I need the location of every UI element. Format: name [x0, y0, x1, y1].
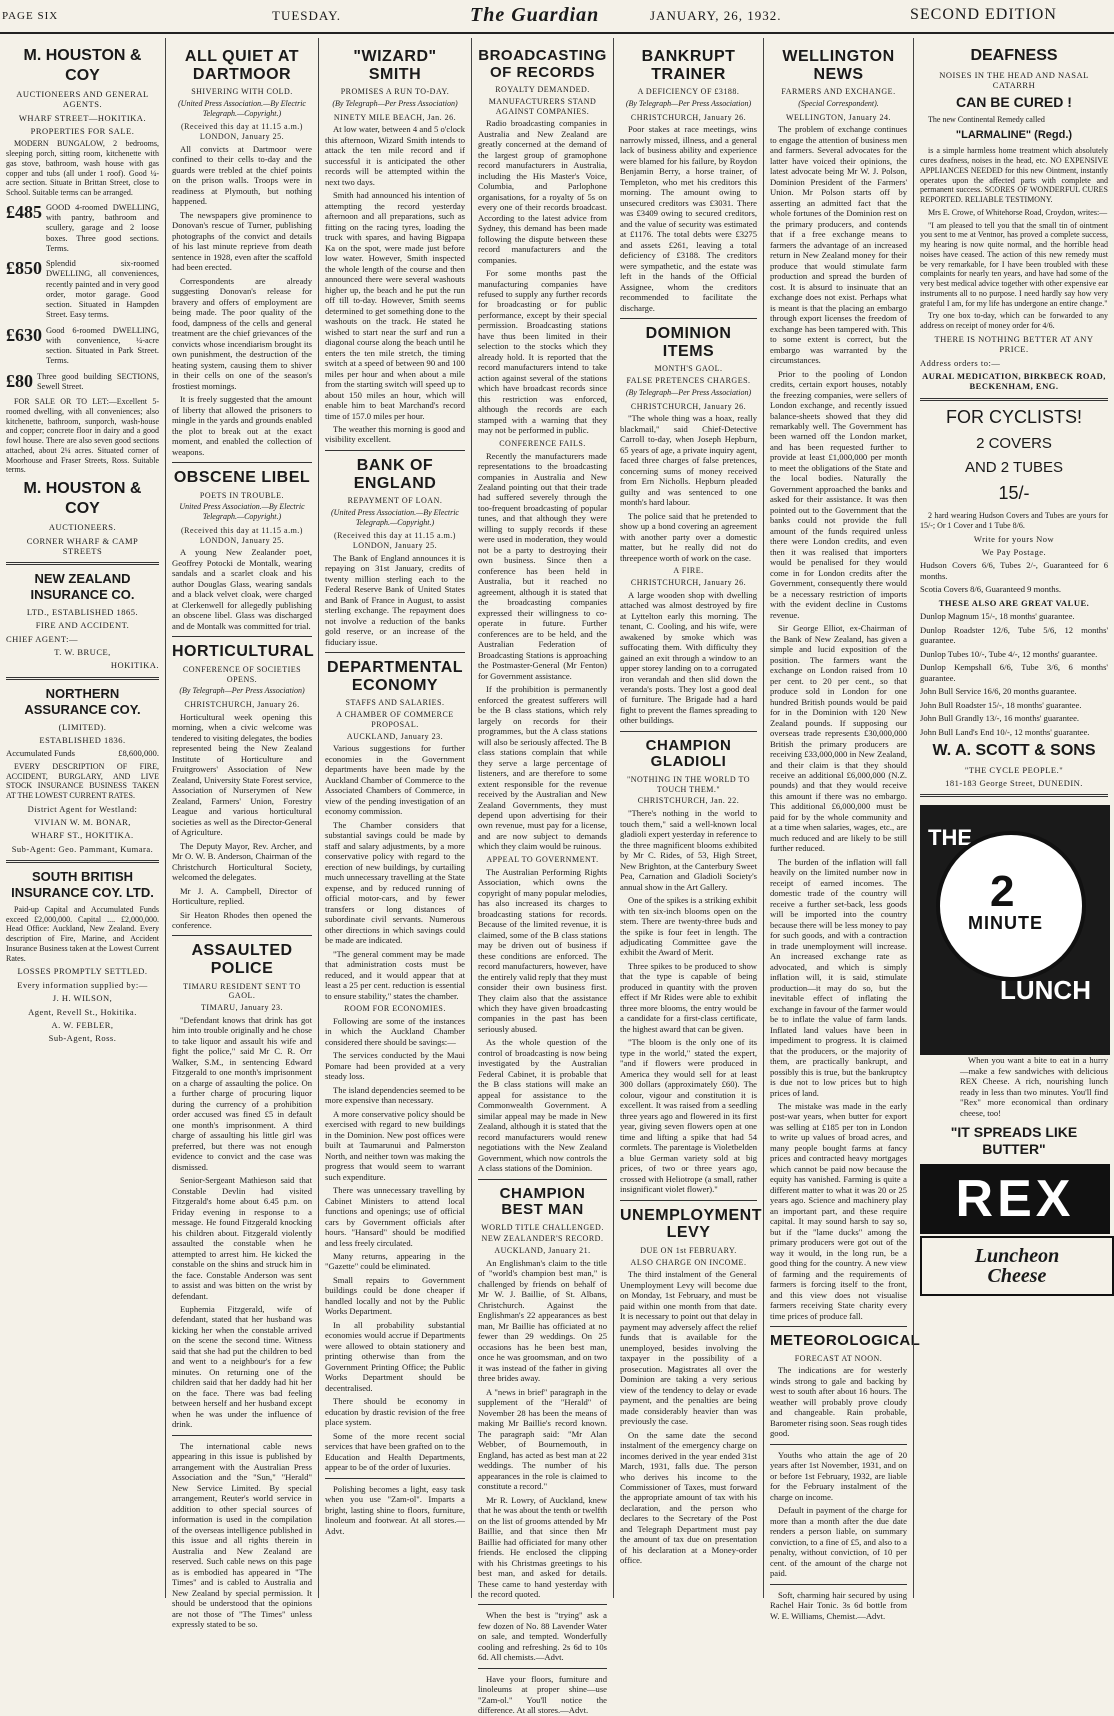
- ad-deafness-cured: CAN BE CURED !: [956, 94, 1072, 111]
- article-paragraph: A "news in brief" paragraph in the supplement of the "Herald" of November 28 has been the means of making Mr Baillie's record known. The paragraph said: "Mr Alan Webber, of Bournemouth, in England, has acted as best man at 22 weddings. The number of his appearances in the role is claimed to constitute a record.": [478, 1386, 607, 1492]
- ad-deafness-address: AURAL MEDICATION, BIRKBECK ROAD, BECKENHAM, ENG.: [922, 371, 1106, 392]
- ad-northern-ltd: (LIMITED).: [58, 721, 107, 732]
- headline-assaulted-police: ASSAULTED POLICE: [191, 942, 293, 978]
- article-paragraph: Youths who attain the age of 20 years after 1st November, 1931, and on or before 1st February, 1932, are liable for the February instalment of the charge on income.: [770, 1449, 907, 1502]
- divider: [478, 1668, 607, 1669]
- article-paragraph: Poor stakes at race meetings, wins narrowly missed, illness, and a general lack of business ability and experience were blamed for his failure, by Roydon Benjamin Berry, a horse trainer, of Templeton, who met his creditors this morning. The amount owing to unsecured creditors was £3031. There was £3409 owing to secured creditors, and the value of security was estimated at £1176. The total debts were £3275 and assets £261, leaving a total deficiency of £3188. The creditors were sympathetic, and the estate was left in the hands of the Official Assignee, whom the creditors recommended to facilitate the discharge.: [620, 124, 757, 313]
- ad-northern-funds-label: Accumulated Funds: [6, 748, 75, 759]
- subhead-room-for-economies: ROOM FOR ECONOMIES.: [344, 1004, 446, 1014]
- article-paragraph: Radio broadcasting companies in Australia and New Zealand are greatly concerned at the demand of the largest group of gramophone record manufacturers in Australia, including the His Master's Voice, Columbia, and Parlophone organisations, for a royalty of 5s on every one of their records broadcast. According to the latest advice from Sydney, this demand has been made following the dispute between these record manufacturers and the companies.: [478, 118, 607, 265]
- subhead-libel: POETS IN TROUBLE.: [199, 490, 285, 500]
- dateline-assaulted-police: TIMARU, January 23.: [201, 1003, 283, 1013]
- subhead-unemployment-levy-2: ALSO CHARGE ON INCOME.: [630, 1257, 747, 1267]
- article-paragraph: The Deputy Mayor, Rev. Archer, and Mr O. W. B. Anderson, Chairman of the Christchurch Horticultural Society, welcomed the delegates.: [172, 840, 312, 883]
- column-4: [471, 38, 613, 1716]
- divider: [620, 318, 757, 319]
- dateline-departmental-economy: AUCKLAND, January 23.: [346, 731, 444, 741]
- ad-houston-address: WHARF STREET—HOKITIKA.: [18, 112, 147, 123]
- article-paragraph: The problem of exchange continues to engage the attention of business men and farmers. Several advocates for the latter have voiced their opinions, the latest advocate being Mr W. J. Polson, Dominion President of the Farmers' Union. Mr Polson starts off by asserting an admitted fact that the whole fortunes of the Dominion rest on the primary producers, and contends that if a free exchange means to farmers the advantage of an increased return in New Zealand money for their produce that would stimulate farm production and spread the burden of cost. It is absurd to insinuate that an exchange does not exist. Perhaps what is meant is that the placing an embargo through export licenses the freedom of exchange has been tampered with. This to some extent is correct, but the embargo was warranted by the circumstances.: [770, 124, 907, 366]
- subhead-assaulted-police: TIMARU RESIDENT SENT TO GAOL.: [183, 981, 301, 1001]
- ad-northern-subagent: Sub-Agent: Geo. Pammant, Kumara.: [11, 843, 154, 854]
- article-paragraph: Senior-Sergeant Mathieson said that Constable Devlin had visited Fitzgerald's home about 6.45 p.m. on Friday evening in response to a message. He found Fitzgerald knocking his children about. Fitzgerald violently assaulted the constable when he attempted to arrest him. He kicked the constable on the shins and struck him in the face. Constable Anderson was sent to assist and was bitten on the wrist by defendant.: [172, 1175, 312, 1301]
- subhead-appeal: APPEAL TO GOVERNMENT.: [486, 854, 599, 864]
- rex-the: THE: [928, 825, 972, 851]
- ad-south-british-losses: LOSSES PROMPTLY SETTLED.: [17, 966, 148, 977]
- article-paragraph: Mr R. Lowry, of Auckland, knew that he was about the tenth or twelfth on the list of grooms attended by Mr Baillie, and that since then Mr Baillie had officiated for many other friends. He enclosed the clipping with his Christmas greetings to his best man, and asked for details. These came to hand yesterday with the record quoted.: [478, 1494, 607, 1599]
- subhead-unemployment-levy: DUE ON 1st FEBRUARY.: [640, 1245, 737, 1255]
- article-paragraph: Sir George Elliot, ex-Chairman of the Bank of New Zealand, has given a simple and lucid exposition of the position. The farmers want the exchange on London raised from 10 per cent. to 20 per cent., so that produce sold in London for one hundred British pounds would be paid for in the Dominion with 120 New Zealand pounds. If supposing our overseas trade represents £30,000,000 British the primary producers are receiving £33,000,000 in New Zealand, and their claim is that they should receive an additional £6,000,000 (N.Z. pounds) and that they would receive this amount if there was no embargo. This additional £6,000,000 must be paid for by the whole community and at a time when salaries, wages, etc., are much reduced and are likely to be still further reduced.: [770, 623, 907, 854]
- article-paragraph: All convicts at Dartmoor were confined to their cells to-day and the guards were trebled at the chief points on the prison walls. Troops were in readiness at Plymouth, but nothing happened.: [172, 143, 312, 207]
- column-ads: [913, 38, 1114, 1598]
- headline-departmental-economy: DEPARTMENTAL ECONOMY: [326, 659, 464, 694]
- article-paragraph: The police said that he pretended to show up a bond covering an agreement with another party over a domestic matter, but he really did not do threepence worth of work on the case.: [620, 510, 757, 563]
- ad-cyclists-item: [920, 649, 1108, 659]
- article-paragraph: The newspapers give prominence to Donovan's rescue of Turner, publishing photographs of the convict and details of his last minute reprieve from death sentence in 1928, even after the scaffold had been erected.: [172, 209, 312, 273]
- dateline-fire: CHRISTCHURCH, January 26.: [630, 577, 747, 587]
- article-paragraph: It is freely suggested that the amount of liberty that allowed the prisoners to mingle in the yards and grounds enabled the plot to break out at the exact moment, and enabled the collection of weapons.: [172, 394, 312, 457]
- advert-zamol: Polishing becomes a light, easy task when you use "Zam-ol". Imparts a bright, lasting shine to floors, furniture, linoleum and footwear. At all stores.—Advt.: [325, 1483, 465, 1536]
- headline-champion-best-man: CHAMPION BEST MAN: [499, 1184, 586, 1219]
- column-5: [613, 38, 763, 1598]
- article-paragraph: A young New Zealander poet, Geoffrey Potocki de Montalk, wearing sandals and a scarlet cloak and his author Douglas Glass, wearing sandals and a black velvet cloak, were charged at Clerkenwell for allegedly publishing an obscene libel. Glass was discharged and de Montalk was committed for trial.: [172, 547, 312, 631]
- ad-cyclists-item: [920, 662, 1108, 683]
- ad-cyclists-item: [920, 611, 1108, 621]
- headline-bank-of-england: BANK OF ENGLAND: [353, 456, 437, 492]
- ad-deafness-text-5: Try one box to-day, which can be forwarded to any address on receipt of money order for 4/6.: [920, 311, 1108, 331]
- ad-deafness-product: "LARMALINE" (Regd.): [955, 129, 1073, 142]
- subhead-champion-best-man: WORLD TITLE CHALLENGED.: [481, 1222, 604, 1232]
- ad-northern-funds: [6, 748, 159, 758]
- article-paragraph: There should be economy in education by drastic revision of the free place system.: [325, 1396, 465, 1428]
- headline-unemployment-levy: UNEMPLOYMENT LEVY: [620, 1206, 762, 1242]
- article-paragraph: The Australian Performing Rights Association, which owns the copyright of many popular melodies, has also increased its charges to broadcasting stations for records. Because of the limited revenue, it is claimed, some of the B class stations may be driven out of business if these conditions are enforced. The record manufacturers, however, have the entirely valid reply that they must consider their own business first. They claim also that the assistance which they have given broadcasting companies in the past has been seriously abused.: [478, 866, 607, 1034]
- divider: [770, 1584, 907, 1585]
- ad-nz-insurance-agent: T. W. BRUCE,: [54, 647, 111, 658]
- headline-dartmoor: ALL QUIET AT DARTMOOR: [184, 48, 300, 83]
- article-paragraph: At low water, between 4 and 5 o'clock this afternoon, Wizard Smith intends to attack the ten mile record and if successful it is anticipated the other records will be attempted within the next two days.: [325, 124, 465, 187]
- credit-bank-of-england: (United Press Association.—By Electric Telegraph.—Copyright.): [331, 507, 459, 527]
- ad-cyclists-item: [920, 713, 1108, 723]
- article-paragraph: An Englishman's claim to the title of "world's champion best man," is challenged by friends on behalf of Mr W. J. Baillie, of St. Albans, Christchurch. Against the Englishman's 22 appearances as best man, Mr Baillie has officiated at no fewer than 29 weddings. On 25 occasions has he been best man, once he was groomsman, and on two it was instead of the father in giving three brides away.: [478, 1257, 607, 1384]
- ad-northern-est: ESTABLISHED 1836.: [39, 734, 126, 745]
- masthead: [0, 0, 1114, 34]
- article-paragraph: If the prohibition is permanently enforced the greatest sufferers will be the B class stations, which rely largely on records for their programmes, but the A class stations will also be seriously affected. The B class stations complain that while they serve a large percentage of listeners, and are therefore to some extent responsible for the revenue received by the Australian and New Zealand Governments, they must depend upon advertising for their own revenue, must pay for a license, and are now subject to demands which they claim would be ruinous.: [478, 684, 607, 852]
- subhead-champion-best-man-2: NEW ZEALANDER'S RECORD.: [481, 1234, 604, 1244]
- article-paragraph: On the same date the second instalment of the emergency charge on incomes derived in the year ended 31st March, 1931, falls due. The person who derives his income to the Commissioner of Taxes, must forward the appropriate amount of tax with his declaration, and the person who declares to the Secretary of the Post and Telegraph Department must pay the amount of tax due on presentation of his declaration at a Money-order office.: [620, 1429, 757, 1566]
- ad-deafness-title: DEAFNESS: [970, 47, 1058, 64]
- subhead-departmental-economy: STAFFS AND SALARIES.: [345, 698, 445, 708]
- ad-nz-insurance-town: HOKITIKA.: [110, 660, 159, 671]
- divider: [172, 935, 312, 936]
- dateline-champion-best-man: AUCKLAND, January 21.: [494, 1246, 591, 1256]
- divider: [6, 860, 159, 863]
- ad-northern-agent-label: District Agent for Westland:: [27, 803, 138, 814]
- ad-cyclists-item: [920, 686, 1108, 696]
- subhead-fire: A FIRE.: [673, 566, 704, 576]
- ad-deafness-text-2: is a simple harmless home treatment which absolutely cures deafness, noises in the head, etc. NO EXPENSIVE APPLIANCES NEEDED for this new Ointment, instantly operates upon the affected parts with complete and permanent success. SCORES OF WONDERFUL CURES REPORTED. RELIABLE TESTIMONY.: [920, 146, 1108, 205]
- article-paragraph: Correspondents are already suggesting Donovan's release for bravery and offers of employment are being made. The poor quality of the food, dampness of the cells and general treatment are the chief grievances of the convicts whose incendiarism brought its own punishment, the destruction of the heating system, causing them to shiver in their cells on one of the season's frostiest mornings.: [172, 275, 312, 391]
- listing-3-price: £630: [6, 324, 42, 345]
- divider: [325, 450, 465, 451]
- ad-deafness-text-7: Address orders to:—: [920, 357, 1001, 368]
- divider: [620, 731, 757, 732]
- subhead-broadcasting-2: MANUFACTURERS STAND AGAINST COMPANIES.: [488, 96, 597, 116]
- ad-deafness-text-6: THERE IS NOTHING BETTER AT ANY PRICE.: [934, 333, 1094, 355]
- headline-broadcasting: BROADCASTING OF RECORDS: [478, 47, 607, 81]
- listing-to-let: FOR SALE OR TO LET:—Excellent 5-roomed dwelling, with all conveniences; also kitchenette, bathroom, sunporch, wash-house and copper; concrete floor in dairy and a good fowl house. There are also seven good sections attached, about 2¼ acres. Situated corner of Moorhouse and Fraser Streets, Ross. Suitable terms.: [6, 397, 159, 475]
- ad-deafness-testimonial: "I am pleased to tell you that the small tin of ointment you sent to me at Ventnor, has proved a complete success, my hearing is now quite normal, and the horrible head noises have ceased. The action of this new remedy must be very remarkable, for I have been troubled with these complaints for nearly ten years, and have had some of the very best medical advice together with other expensive ear instruments all to no purpose. I need hardly say how very grateful I am, for my life has undergone an entire change.": [920, 220, 1108, 308]
- divider: [770, 1326, 907, 1327]
- listing-1: [6, 203, 159, 254]
- page-number: PAGE SIX: [2, 10, 59, 22]
- divider: [6, 677, 159, 680]
- article-paragraph: The Chamber considers that substantial savings could be made by staff and salary adjustments, by a more conservative policy with regard to the erection of new buildings, by curtailing much unnecessary travelling at the State expense, and by reduced running of official motor-cars, and by fewer transfers or long distances of subordinate civil servants. Numerous other directions in which savings could be made are indicated.: [325, 819, 465, 946]
- subhead-wellington-news: FARMERS AND EXCHANGE.: [781, 87, 896, 97]
- rex-product-label-2: Cheese: [987, 1265, 1047, 1288]
- ad-northern-funds-value: £8,600,000.: [118, 748, 159, 759]
- ad-houston2-sub: AUCTIONEERS.: [48, 522, 117, 533]
- ad-cyclists-item-name: Dunlop Kempshall 6/6, Tube 3/6, 6 months' guarantee.: [920, 662, 1108, 683]
- advert-hair-tonic: Soft, charming hair secured by using Rachel Hair Tonic. 3s 6d bottle from W. E. Williams, Chemist.—Advt.: [770, 1589, 907, 1621]
- article-paragraph: "The general comment may be made that administration costs must be reduced, and it would appear that at least a 25 per cent. reduction is essential to ensure stability," states the chamber.: [325, 948, 465, 1001]
- listing-2-text: Splendid six-roomed DWELLING, all conveniences, recently painted and in very good order, motor garage. Good section. Situated in Hampden Street. Easy terms.: [46, 259, 159, 320]
- ad-scott-sub: "THE CYCLE PEOPLE.": [964, 764, 1064, 775]
- column-2: [165, 38, 318, 1630]
- subhead-meteorological: FORECAST AT NOON.: [794, 1353, 883, 1363]
- ad-cyclists-item-name: Dunlop Tubes 10/-, Tube 4/-, 12 months' guarantee.: [920, 648, 1098, 659]
- headline-dominion-items: DOMINION ITEMS: [645, 325, 732, 360]
- ad-deafness-text-1: The new Continental Remedy called: [928, 115, 1045, 125]
- article-paragraph: Smith had announced his intention of attempting the record yesterday afternoon and all preparations, such as fitting on the racing tyres, loading the truck with spares, and having Bigpapa Ka on the spot, were made just before low water. However, Smith inspected the whole length of the course and then announced there were several washouts higher up, the beach and he put the run off till to-day. However, Smith seems determined to get something done to the washouts on the track. He stated he wished to start near the surf and run a diagonal course along the beach until he enters the ten mile stretch, the timing switch at a speed of between 90 and 100 miles per hour and when about a mile from the starting switch will speed up to about 150 miles an hour, which will enable him to beat Marchand's record time of 157.0 miles per hour.: [325, 190, 465, 421]
- dateline-dominion-items: CHRISTCHURCH, January 26.: [630, 401, 747, 411]
- dateline-wizard-smith: NINETY MILE BEACH, Jan. 26.: [333, 112, 457, 122]
- article-paragraph: The services conducted by the Maui Pomare had been provided at a very steady loss.: [325, 1050, 465, 1082]
- masthead-date: JANUARY, 26, 1932.: [650, 8, 782, 23]
- article-paragraph: For some months past the manufacturing companies have refused to supply any further records for broadcasting or for public performance, except by their special permission. Broadcasting stations have thus been limited in their selection to the stocks which they already hold. It is reported that the record manufacturers intend to take action against several of the stations which have broadcast records since this restriction was enforced, although the records are each stamped with a warning that they may not be performed in public.: [478, 268, 607, 436]
- subhead-horticultural: CONFERENCE OF SOCIETIES OPENS.: [182, 664, 302, 684]
- headline-wizard-smith: "WIZARD" SMITH: [353, 48, 437, 83]
- ad-cyclists-line1: 2 COVERS: [976, 434, 1052, 452]
- subhead-dominion-items: MONTH'S GAOL.: [654, 364, 723, 374]
- article-paragraph: The weather this morning is good and visibility excellent.: [325, 424, 465, 445]
- ad-cyclists-item: [920, 700, 1108, 710]
- ad-cyclists-item-name: Hudson Covers 6/6, Tubes 2/-, Guaranteed for 6 months.: [920, 560, 1108, 581]
- rex-logo: REX: [920, 1164, 1110, 1234]
- ad-south-british-text: Paid-up Capital and Accumulated Funds exceed £2,000,000. Capital .... £2,000,000. Head Office: Auckland, New Zealand. Every description of Fire, Marine, and Accident Insurance Business taken at the Lowest Current Rates.: [6, 904, 159, 963]
- divider: [172, 462, 312, 463]
- ad-houston-sub: AUCTIONEERS AND GENERAL AGENTS.: [16, 89, 149, 110]
- listing-3: [6, 326, 159, 367]
- article-paragraph: "Defendant knows that drink has got him into trouble originally and he chose to take liquor and assault his wife and fight the police," said Mr C. R. Orr Walker, S.M., in sentencing Edward Fitzgerald to one month's imprisonment on a charge of assaulting the police. On a further charge of procuring liquor during the currency of a prohibition order accused was fined £5 in default one month's imprisonment. A third charge of assaulting his little girl was preferred, but there was not enough evidence to convict and the case was dismissed.: [172, 1014, 312, 1172]
- divider: [770, 1444, 907, 1445]
- article-paragraph: In all probability substantial economies would accrue if Departments were allowed to obtain stationery and printing otherwise than from the Government Printing Office; the Public Works Department should be decentralised.: [325, 1319, 465, 1393]
- article-paragraph: The indications are for westerly winds strong to gale and backing by west to south after about 16 hours. The weather will probably prove cloudy and changeable. Rain probable, Barometer rising soon. Seas rough tides good.: [770, 1365, 908, 1439]
- article-paragraph: Sir Heaton Rhodes then opened the conference.: [172, 909, 312, 930]
- ad-cyclists-item: [920, 584, 1108, 594]
- subhead-departmental-economy-2: A CHAMBER OF COMMERCE PROPOSAL.: [336, 710, 454, 729]
- headline-wellington-news: WELLINGTON NEWS: [782, 48, 895, 83]
- ad-cyclists-item-name: John Bull Land's End 10/-, 12 months' guarantee.: [920, 726, 1090, 737]
- article-paragraph: The Bank of England announces it is repaying on 31st January, credits of twenty million sterling each to the Federal Reserve Bank of United States and Bank of France in August, to assist sterling exchange. The repayment does not involve a reduction of the banks gold reserve, or an increase of the fiduciary issue.: [325, 552, 465, 647]
- credit-dominion-items: (By Telegraph—Per Press Association): [625, 387, 752, 397]
- ad-nz-insurance-est: LTD., ESTABLISHED 1865.: [26, 607, 139, 618]
- article-paragraph: The third instalment of the General Unemployment Levy will become due on Monday, 1st February, and must be paid within one month from that date. It is necessary to point out that delay in payment may adversely affect the relief funds that is available for the unemployed, besides involving the taxpayer in the possibility of a prosecution. Magistrates all over the Dominion are taking a very serious view of the tendency to delay or evade payment, and the penalties are being made considerably heavier than was previously the case.: [620, 1269, 757, 1427]
- ad-deafness-sub: NOISES IN THE HEAD AND NASAL CATARRH: [939, 69, 1089, 90]
- ad-northern-title: NORTHERN ASSURANCE COY.: [24, 685, 141, 717]
- subhead-dartmoor: SHIVERING WITH COLD.: [191, 87, 293, 97]
- ad-scott-address: 181-183 George Street, DUNEDIN.: [945, 778, 1083, 789]
- divider: [620, 1200, 757, 1201]
- rex-clock-illustration: [920, 805, 1110, 1055]
- ad-scott-title: W. A. SCOTT & SONS: [932, 742, 1096, 760]
- ad-houston2-title: M. HOUSTON & COY: [23, 480, 142, 517]
- dateline-libel: (Received this day at 11.15 a.m.) LONDON, January 25.: [181, 525, 303, 545]
- ad-south-british-info: Every information supplied by:—: [17, 979, 148, 990]
- article-paragraph: One of the spikes is a striking exhibit with ten six-inch blooms open on the stem. There are twenty-three buds and the spike is four feet in length. The adjudicating Committee gave the exhibit the Award of Merit.: [620, 895, 757, 958]
- subhead-wizard-smith: PROMISES A RUN TO-DAY.: [340, 87, 450, 97]
- column-classifieds: [0, 38, 165, 1598]
- dateline-wellington-news: WELLINGTON, January 24.: [785, 112, 892, 122]
- article-paragraph: The mistake was made in the early post-war years, when butter for export was selling at £185 per ton in London to write up values of broad acres, and many people bought farms at fancy prices and contracted heavy mortgages which cannot be paid now because the equity has vanished. Farming is quite a different matter to what it was 20 or 25 years ago. Science and machinery play an important part, and these require capital. It may sound harsh to say so, but if the "lame ducks" among the primary producers were got out of the way it would, in the long run, be a good thing for the country. A new view of farming and the requirements of farmers is forcing itself to the front, and this view does not visualise farmers receiving State charity every time prices of produce fall.: [770, 1101, 907, 1321]
- advert-lavender: When the best is "trying" ask a few dozen of No. 88 Lavender Water on sale, and tempted. Wonderfully cooling and refreshing. 2s 6d to 10s 6d. All chemists.—Advt.: [478, 1610, 607, 1663]
- credit-dartmoor: (United Press Association.—By Electric Telegraph.—Copyright.): [178, 98, 306, 118]
- article-paragraph: Small repairs to Government buildings could be done cheaper if handled locally and not by the Public Works Department.: [325, 1274, 465, 1317]
- article-paragraph: Many returns, appearing in the "Gazette" could be eliminated.: [325, 1251, 465, 1272]
- ad-cyclists-item-name: Dunlop Magnum 15/-, 18 months' guarantee.: [920, 611, 1075, 622]
- article-paragraph: A large wooden shop with dwelling attached was almost destroyed by fire at Lyttelton early this morning. The tenant, C. Cooling, and his wife, were awakened by smoke which was suffocating them. With difficulty they gained an exit through a window to an upper storey landing on to a corrugated iron verandah and then slid down the veranda's posts. They lost a good deal of furniture. The Brigade had a hard fight to prevent the flames spreading to other buildings.: [620, 589, 757, 726]
- dateline-bankrupt-trainer: CHRISTCHURCH, January 26.: [630, 112, 747, 122]
- subhead-bankrupt-trainer: A DEFICIENCY OF £3188.: [637, 87, 740, 97]
- dateline-horticultural: CHRISTCHURCH, January 26.: [184, 700, 300, 710]
- credit-horticultural: (By Telegraph—Per Press Association): [179, 686, 305, 696]
- edition-label: SECOND EDITION: [910, 6, 1057, 23]
- ad-cyclists-text: 2 hard wearing Hudson Covers and Tubes are yours for 15/-; Or 1 Cover and 1 Tube 8/6.: [920, 511, 1108, 531]
- ad-cyclists-item-name: Scotia Covers 8/6, Guaranteed 9 months.: [920, 584, 1062, 595]
- ad-cyclists-price: 15/-: [998, 483, 1030, 504]
- ad-south-british-agent4: Sub-Agent, Ross.: [48, 1033, 117, 1044]
- ad-cyclists-item: [920, 560, 1108, 581]
- divider: [172, 1435, 312, 1436]
- subhead-champion-gladioli: "NOTHING IN THE WORLD TO TOUCH THEM.": [626, 774, 751, 794]
- article-paragraph: Horticultural week opening this morning, when a civic welcome was tendered to visiting delegates, the bodies represented being the New Zealand Institute of Horticulture and Fruitgrowers' Association of New Zealand, University State Forest service, Association of Nurserymen of New Zealand, Farmers' Union, Forestry League and various horticultural societies as well as the Director-General of Agriculture.: [172, 711, 312, 838]
- ad-houston-title: M. HOUSTON & COY: [23, 47, 142, 84]
- ad-cyclists-item-name: John Bull Grandly 13/-, 16 months' guarantee.: [920, 713, 1080, 724]
- newspaper-title: The Guardian: [470, 4, 600, 26]
- divider: [478, 1604, 607, 1605]
- ad-rex-slogan: "IT SPREADS LIKE BUTTER": [950, 1124, 1078, 1158]
- divider: [6, 562, 159, 565]
- ad-cyclists-item: [920, 625, 1108, 646]
- ad-nz-insurance-title: NEW ZEALAND INSURANCE CO.: [30, 571, 135, 603]
- ad-south-british-title: SOUTH BRITISH INSURANCE COY. LTD.: [11, 869, 154, 901]
- article-paragraph: There was unnecessary travelling by Cabinet Ministers to attend local functions and openings; use of official cars by Government officials after hours. "Hansard" should be modified and less freely circulated.: [325, 1185, 465, 1248]
- article-paragraph: Mr J. A. Campbell, Director of Horticulture, replied.: [172, 885, 312, 907]
- headline-libel: OBSCENE LIBEL: [173, 468, 311, 486]
- listing-4-text: Three good building SECTIONS, Sewell Street.: [37, 371, 159, 391]
- advert-zamol-2: Have your floors, furniture and linoleums at proper shine—use "Zam-ol." You'll notice the difference. At all stores.—Advt.: [478, 1673, 607, 1716]
- ad-south-british-agent3: A. W. FEBLER,: [51, 1019, 114, 1030]
- ad-cyclists-title: FOR CYCLISTS!: [945, 406, 1083, 427]
- article-paragraph: As the whole question of the control of broadcasting is now being investigated by the Australian Federal Cabinet, it is probable that the B class stations will make an appeal for assistance to the Commonwealth Government. A similar appeal may be made in New Zealand, although it is stated that the record manufacturers would renew negotiations with the New Zealand Government, which now controls the A class stations of the Dominion.: [478, 1037, 607, 1174]
- subhead-dominion-items-2: FALSE PRETENCES CHARGES.: [626, 376, 751, 386]
- divider: [920, 398, 1108, 401]
- divider: [478, 1179, 607, 1180]
- subhead-conference-fails: CONFERENCE FAILS.: [499, 438, 586, 448]
- article-paragraph: "The whole thing was a hoax, really blackmail," said Chief-Detective Carroll to-day, when Joseph Hepburn, 65 years of age, a private inquiry agent, faced three charges of false pretences, concerning sums of money received from Ern Nicholls. Hepburn pleaded guilty and was sentenced to one month's hard labour.: [620, 413, 757, 508]
- listing-4-price: £80: [6, 370, 33, 391]
- headline-champion-gladioli: CHAMPION GLADIOLI: [645, 736, 732, 771]
- credit-wizard-smith: (By Telegraph—Per Press Association): [332, 98, 458, 108]
- ad-cyclists-item-name: John Bull Service 16/6, 20 months guarantee.: [920, 686, 1077, 697]
- article-paragraph: Euphemia Fitzgerald, wife of defendant, stated that her husband was kicking her when the constable arrived on the scene the second time. Witness said that she had put the children to bed and went to a neighbour's for a few minutes. On returning one of the children said that her daddy had hit her on the face. There was bad feeling between herself and her husband except when he was under the influence of drink.: [172, 1304, 312, 1430]
- article-paragraph: Default in payment of the charge for more than a month after the due date renders a person liable, on summary conviction, to a fine of £5, and also to a penalty, without conviction, of 10 per cent. of the amount of the charge not paid.: [770, 1505, 907, 1579]
- credit-wellington-news: (Special Correspondent).: [798, 98, 879, 108]
- ad-nz-insurance-agent-label: CHIEF AGENT:—: [6, 633, 78, 644]
- listing-3-text: Good 6-roomed DWELLING, with convenience, ¼-acre section. Situated in Park Street. Terms.: [46, 325, 159, 366]
- divider: [172, 636, 312, 637]
- subhead-bank-of-england: REPAYMENT OF LOAN.: [347, 496, 443, 506]
- credit-libel: United Press Association.—By Electric Telegraph.—Copyright.): [179, 502, 305, 522]
- article-paragraph: Recently the manufacturers made representations to the broadcasting companies in Australia and New Zealand pointing out that their trade had suffered severely through the too-frequent broadcasting of popular tunes, and that although they were willing to supply records if these were used in moderation, they would not be a party to destroying their own business. Since then a conference has been held in Australia, but it reached no agreement, although it is stated that the broadcasting companies expressed their willingness to co-operate in future. Further conferences are to be held, and the Australian Federation of Broadcasting Stations is approaching the Postmaster-General (Mr Fenton) for Government assistance.: [478, 450, 607, 681]
- divider: [920, 794, 1108, 797]
- rex-two: 2: [990, 867, 1015, 917]
- listing-bungalow: MODERN BUNGALOW, 2 bedrooms, sleeping porch, sitting room, kitchenette with gas stove, bathroom, wash house with gas copper and tubs (all under 1 roof). Good ¼-acre section. Situate in Brittan Street, close to School. Suitable terms can be arranged.: [6, 139, 159, 198]
- article-paragraph: Various suggestions for further economies in the Government departments have been made by the Auckland Chamber of Commerce to the Associated Chambers of Commerce, in view of the pending investigation of an economy commission.: [325, 743, 465, 817]
- ad-south-british-agent2: Agent, Revell St., Hokitika.: [28, 1006, 137, 1017]
- ad-cyclists-write: Write for yours Now: [973, 533, 1055, 544]
- ad-deafness-text-3: Mrs E. Crowe, of Whitehorse Road, Croydon, writes:—: [928, 207, 1108, 217]
- listing-2: [6, 259, 159, 321]
- ad-northern-text: EVERY DESCRIPTION OF FIRE, ACCIDENT, BURGLARY, AND LIVE STOCK INSURANCE BUSINESS TAKEN AT THE LOWEST CURRENT RATES.: [6, 761, 159, 801]
- article-paragraph: Prior to the pooling of London credits, certain export houses, notably the freezing companies, were sellers of London exchange, and recently issued balance-sheets showed that they did remarkably well. The Government has been warned off the London market, and has been requested further to provide at least £1,000,000 per month to meet the obligations of the State and the local bodies. Naturally the Government approached the banks and asked for their assistance. It was then pointed out to the Government that the banks could not provide the full amount of the funds required unless there were London credits, and even then it was realised that importers would be penalised for they would come in for London credits after the Government, consequently there would be a necessary restriction of imports with the evident decline in Customs revenue.: [770, 368, 907, 620]
- headline-horticultural: HORTICULTURAL: [172, 643, 315, 661]
- ad-northern-address: WHARF ST., HOKITIKA.: [31, 830, 134, 841]
- ad-cyclists-item: [920, 727, 1108, 737]
- rex-minute: MINUTE: [968, 913, 1043, 934]
- column-3: [318, 38, 471, 1598]
- column-6: [763, 38, 921, 1621]
- ad-rex-text: When you want a bite to eat in a hurry—make a few sandwiches with delicious REX Cheese. A rich, nourishing lunch ready in less than two minutes. You'll find "Rex" more economical than ordinary cheese, too!: [960, 1055, 1108, 1118]
- ad-cyclists-item-name: John Bull Roadster 15/-, 18 months' guarantee.: [920, 699, 1082, 710]
- dateline-bank-of-england: (Received this day at 11.15 a.m.) LONDON, January 25.: [334, 531, 456, 551]
- article-paragraph: "The bloom is the only one of its type in the world," stated the expert, "and if flowers were produced in America they would sell for at least 300 dollars (approximately £60). The colour, vigour and constitution it is excellent. It was raised from a seedling three years ago and flowered in its first year, giving seven flowers open at one time and lifting a spike that had 54 cormlets. The parentage is Violetbelden a blue German variety sold at big prices, of two or three years ago, crossed with Heliotrope (a small, rather insignificant violet flower).": [620, 1037, 757, 1195]
- divider: [325, 652, 465, 653]
- ad-northern-agent: VIVIAN W. M. BONAR,: [34, 817, 131, 828]
- dateline-dartmoor: (Received this day at 11.15 a.m.) LONDON, January 25.: [181, 122, 303, 142]
- headline-bankrupt-trainer: BANKRUPT TRAINER: [641, 48, 736, 83]
- dateline-champion-gladioli: CHRISTCHURCH, Jan. 22.: [637, 796, 740, 806]
- rex-lunch: LUNCH: [1000, 975, 1091, 1006]
- article-paragraph: A more conservative policy should be exercised with regard to new buildings in the Dominion. New post offices were built at Taumarunui and Palmerston North, and neither town was making the progress that would seem to warrant such expenditure.: [325, 1108, 465, 1182]
- article-paragraph: The burden of the inflation will fall heavily on the limited number now in receipt of earned incomes. The domestic trade of the country will receive a further set-back, less goods will be imported into the country because there will be less money to pay for such goods, and with a contraction in trade unemployment will increase. An increased exchange rate as advocated, and which is simply inflation will, it is said, stimulate production—it may do so, but the inevitable effect of inflating the exchange in favour of the farmer would be to inflate the value of farm lands. Inflated land values have been in impediment to progress. It is claimed that the producers, or the majority of them, are practically bankrupt, and possibly this is true, but the bankruptcy is due not to low prices but to high prices of land.: [770, 856, 907, 1098]
- copyright-notice: The international cable news appearing in this issue is published by arrangement with the Australian Press Association and the "Sun," "Herald" New Service Limited. By special arrangement, Reuter's world service in addition to other special sources of information is used in the compilation of the overseas intelligence published in this issue and all rights therein in Australia and New Zealand are reserved. Such cable news on this page as is embodied has appeared in "The Times" and is cabled to Australia and New Zealand by special permission. It should be understood that the opinions are not those of "The Times" unless expressly stated to be so.: [172, 1440, 312, 1630]
- ad-cyclists-line2: AND 2 TUBES: [964, 459, 1064, 477]
- article-paragraph: The island dependencies seemed to be more expensive than necessary.: [325, 1084, 465, 1106]
- divider: [325, 1478, 465, 1479]
- ad-nz-insurance-type: FIRE AND ACCIDENT.: [35, 620, 130, 631]
- masthead-day: TUESDAY.: [272, 8, 342, 23]
- listing-1-price: £485: [6, 201, 42, 222]
- rex-product-label: [920, 1236, 1114, 1296]
- columns: [0, 38, 1114, 1716]
- properties-heading: PROPERTIES FOR SALE.: [30, 126, 135, 137]
- article-paragraph: Some of the more recent social services that have been grafted on to the Education and Health Departments, appear to be of the order of luxuries.: [325, 1430, 465, 1473]
- subhead-broadcasting: ROYALTY DEMANDED.: [495, 85, 590, 94]
- listing-2-price: £850: [6, 258, 42, 279]
- listing-1-text: GOOD 4-roomed DWELLING, with pantry, bathroom and scullery, garage and 2 loose boxes. Three good sections. Terms.: [46, 202, 159, 253]
- article-paragraph: Three spikes to be produced to show that the type is capable of being produced in quantity with the proven effect if Mr Rides were able to exhibit three more blooms, the entry would be a candidate for a first-class certificate, the highest award that can be given.: [620, 960, 757, 1034]
- ad-houston2-address: CORNER WHARF & CAMP STREETS: [26, 535, 139, 556]
- ad-south-british-agent: J. H. WILSON,: [52, 993, 113, 1004]
- article-paragraph: "There's nothing in the world to touch them," said a well-known local gladioli expert yesterday in reference to the three magnificent blooms exhibited by Mr C. Rides, of 53, High Street, New Brighton, at the Canterbury Sweet Pea, Carnation and Gladioli Society's annual show in the Art Gallery.: [620, 808, 757, 892]
- rex-product-label-1: Luncheon: [974, 1245, 1060, 1268]
- ad-cyclists-also: THESE ALSO ARE GREAT VALUE.: [938, 597, 1090, 608]
- headline-meteorological: METEOROLOGICAL: [770, 1332, 921, 1350]
- article-paragraph: Following are some of the instances in which the Auckland Chamber considered there should be savings:—: [325, 1015, 465, 1047]
- credit-bankrupt-trainer: (By Telegraph—Per Press Association): [625, 98, 752, 108]
- ad-cyclists-item-name: Dunlop Roadster 12/6, Tube 5/6, 12 months' guarantee.: [920, 624, 1108, 646]
- ad-cyclists-postage: We Pay Postage.: [981, 547, 1047, 558]
- listing-4: [6, 372, 159, 393]
